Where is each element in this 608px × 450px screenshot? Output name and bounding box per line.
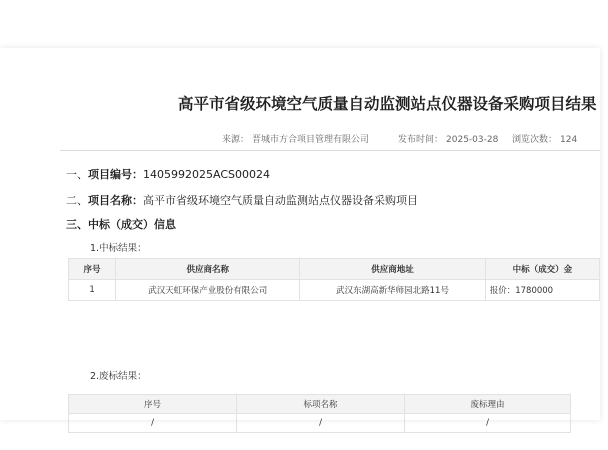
table-row [69, 414, 571, 433]
award-table-header-row [69, 259, 600, 280]
project-name-value: 高平市省级环境空气质量自动监测站点仪器设备采购项目 [143, 194, 418, 207]
meta-views-value: 124 [560, 135, 578, 145]
void-table [68, 394, 571, 433]
project-number-value: 1405992025ACS00024 [143, 168, 270, 181]
project-number-line [66, 166, 270, 182]
project-name-line [66, 192, 418, 208]
award-table [68, 258, 600, 301]
void-cell-index: / [69, 414, 237, 433]
meta-views-label: 浏览次数： [512, 135, 558, 145]
award-cell-index: 1 [69, 280, 116, 301]
meta-date-value: 2025-03-28 [446, 135, 499, 145]
void-header-item: 标项名称 [237, 395, 405, 414]
void-header-reason: 废标理由 [405, 395, 571, 414]
award-header-index: 序号 [69, 259, 116, 280]
award-cell-address: 武汉东湖高新华师园北路11号 [300, 280, 485, 301]
void-header-index: 序号 [69, 395, 237, 414]
void-cell-reason: / [405, 414, 571, 433]
void-cell-item: / [237, 414, 405, 433]
page-title: 高平市省级环境空气质量自动监测站点仪器设备采购项目结果 [178, 95, 597, 113]
project-name-prefix: 二、 [66, 194, 88, 207]
award-header-address: 供应商地址 [300, 259, 485, 280]
meta-source-label: 来源： [222, 135, 250, 145]
award-cell-supplier: 武汉天虹环保产业股份有限公司 [116, 280, 300, 301]
meta-views [512, 132, 577, 145]
project-number-prefix: 一、 [66, 168, 88, 181]
project-number-label: 项目编号： [88, 168, 143, 181]
award-heading-text: 三、中标（成交）信息 [66, 218, 176, 231]
project-name-label: 项目名称： [88, 194, 143, 207]
award-cell-amount: 报价：1780000 [485, 280, 599, 301]
header-divider [60, 150, 600, 151]
meta-source-value: 晋城市方合项目管理有限公司 [252, 135, 370, 145]
award-heading [66, 216, 176, 232]
meta-date-label: 发布时间： [398, 135, 444, 145]
meta-source [222, 132, 369, 145]
award-subheading: 1.中标结果： [90, 243, 147, 254]
document-page [0, 48, 600, 428]
void-subheading: 2.废标结果： [90, 371, 147, 382]
void-table-header-row [69, 395, 571, 414]
award-header-supplier: 供应商名称 [116, 259, 300, 280]
meta-date [398, 132, 498, 145]
award-header-amount: 中标（成交）金 [485, 259, 599, 280]
table-row [69, 280, 600, 301]
